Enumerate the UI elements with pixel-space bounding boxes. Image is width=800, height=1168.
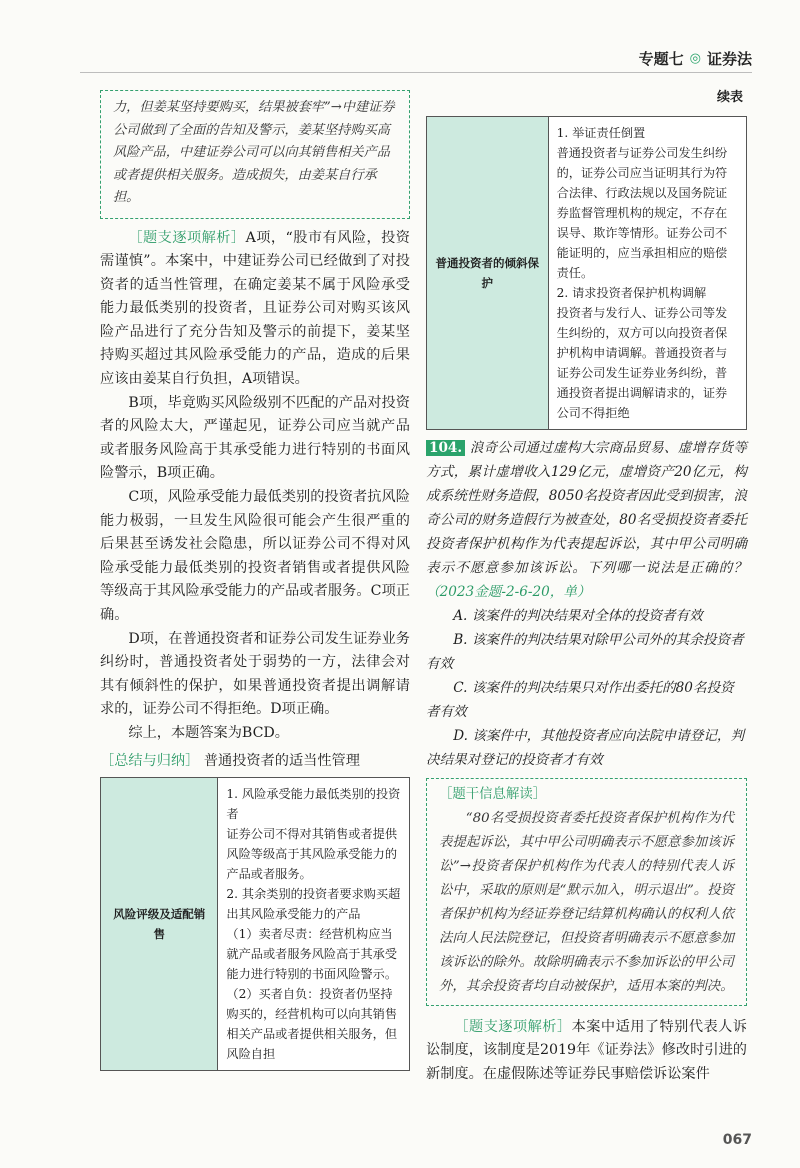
question-stem: 104. 浪奇公司通过虚构大宗商品贸易、虚增存货等方式，累计虚增收入129亿元，虚增资产20亿元，构成系统性财务造假，8050名投资者因此受到损害，浪奇公司的财务造假行为被查处，80名受损投资者委托投资者保护机构作为代表提起诉讼，其中甲公司明确表示不愿意参加该诉讼。下列哪一说法是正确的？（2023金题-2-6-20，单） [426,439,747,600]
note-box: 力，但姜某坚持要购买，结果被套牢”→中建证券公司做到了全面的告知及警示，姜某坚持购买高风险产品，中建证券公司可以向其销售相关产品或者提供相关服务。造成损失，由姜某自行承担。 [100,90,410,219]
analysis-tag: ［题支逐项解析］ [128,229,246,246]
continued-label: 续表 [716,90,743,105]
question-number: 104. [426,440,465,456]
option-b: B. 该案件的判决结果对除甲公司外的其余投资者有效 [426,631,744,672]
info-text: “80名受损投资者委托投资者保护机构作为代表提起诉讼，其中甲公司明确表示不愿意参加该诉讼”→投资者保护机构作为代表人的特别代表人诉讼中，采取的原则是“默示加入，明示退出”。投资者保护机构为经证券登记结算机构确认的权利人依法向人民法院登记，但投资者明确表示不愿意参加该诉讼的除外。故除明确表示不参加诉讼的甲公司外，其余投资者均自动被保护，适用本案的判决。 [439,810,734,994]
page-number: 067 [722,1132,752,1148]
analysis-paragraph-a: ［题支逐项解析］A项，“股市有风险，投资需谨慎”。本案中，中建证券公司已经做到了对投资者的适当性管理，在确定姜某不属于风险承受能力最低类别的投资者，且证券公司对购买该风险产品进行了充分告知及警示的前提下，姜某坚持购买超过其风险承受能力的产品，造成的后果应该由姜某自行负担，A项错误。 [100,229,410,388]
table-line: 普通投资者与证券公司发生纠纷的，证券公司应当证明其行为符合法律、行政法规以及国务院证券监督管理机构的规定，不存在误导、欺诈等情形。证券公司不能证明的，应当承担相应的赔偿责任。 [556,145,728,280]
chapter-label: 专题七 [638,50,684,68]
table-line: 证券公司不得对其销售或者提供风险等级高于其风险承受能力的产品或者服务。 [226,827,398,882]
separator-icon: ◎ [689,51,701,66]
table-key-cell: 风险评级及适配销售 [101,778,218,1071]
table-line: 1. 举证责任倒置 [556,125,646,140]
continued-table [426,116,747,430]
tail-tag: ［题支逐项解析］ [454,1018,572,1035]
table-line: 2. 其余类别的投资者要求购买超出其风险承受能力的产品 [226,887,401,922]
left-column [100,90,410,1071]
option-a: A. 该案件的判决结果对全体的投资者有效 [453,607,703,624]
summary-table [100,777,410,1071]
page-header [639,48,752,69]
summary-heading [100,750,410,774]
table-value-cell [218,778,410,1071]
analysis-paragraph-b: B项，毕竟购买风险级别不匹配的产品对投资者的风险太大，严谨起见，证券公司应当就产品或者服务风险高于其承受能力进行特别的书面风险警示，B项正确。 [100,394,410,482]
table-line: 投资者与发行人、证券公司等发生纠纷的，双方可以向投资者保护机构申请调解。普通投资者与证券公司发生证券业务纠纷，普通投资者提出调解请求的，证券公司不得拒绝 [556,305,728,420]
analysis-paragraph-d: D项，在普通投资者和证券公司发生证券业务纠纷时，普通投资者处于弱势的一方，法律会对其有倾斜性的保护，如果普通投资者提出调解请求的，证券公司不得拒绝。D项正确。 [100,630,410,718]
table-line: 1. 风险承受能力最低类别的投资者 [226,787,401,822]
option-c: C. 该案件的判决结果只对作出委托的80名投资者有效 [426,679,734,720]
analysis-paragraph-c: C项，风险承受能力最低类别的投资者抗风险能力极弱，一旦发生风险很可能会产生很严重的后果甚至诱发社会隐患，所以证券公司不得对风险承受能力最低类别的投资者销售或者提供风险等级高于其风险承受能力的产品或者服务。C项正确。 [100,489,410,623]
answer-paragraph: 综上，本题答案为BCD。 [128,724,289,741]
table-line: （1）卖者尽责：经营机构应当就产品或者服务风险高于其承受能力进行特别的书面风险警示。 [226,927,398,982]
table-line: （2）买者自负：投资者仍坚持购买的，经营机构可以向其销售相关产品或者提供相关服务，但风险自担 [226,987,398,1062]
summary-tag: ［总结与归纳］ [100,752,200,769]
summary-title: 普通投资者的适当性管理 [203,752,360,769]
table-key-cell: 普通投资者的倾斜保护 [427,116,549,429]
tail-paragraph: ［题支逐项解析］本案中适用了特别代表人诉讼制度，该制度是2019年《证券法》修改时引进的新制度。在虚假陈述等证券民事赔偿诉讼案件 [426,1018,747,1082]
info-tag: ［题干信息解读］ [439,786,547,802]
header-divider [80,72,752,73]
question-source: （2023金题-2-6-20，单） [426,583,591,600]
table-value-cell [548,116,746,429]
right-column [426,90,747,1086]
info-box [426,778,747,1006]
chapter-title: 证券法 [706,50,752,68]
option-d: D. 该案件中，其他投资者应向法院申请登记，判决结果对登记的投资者才有效 [426,727,745,768]
table-line: 2. 请求投资者保护机构调解 [556,285,707,300]
